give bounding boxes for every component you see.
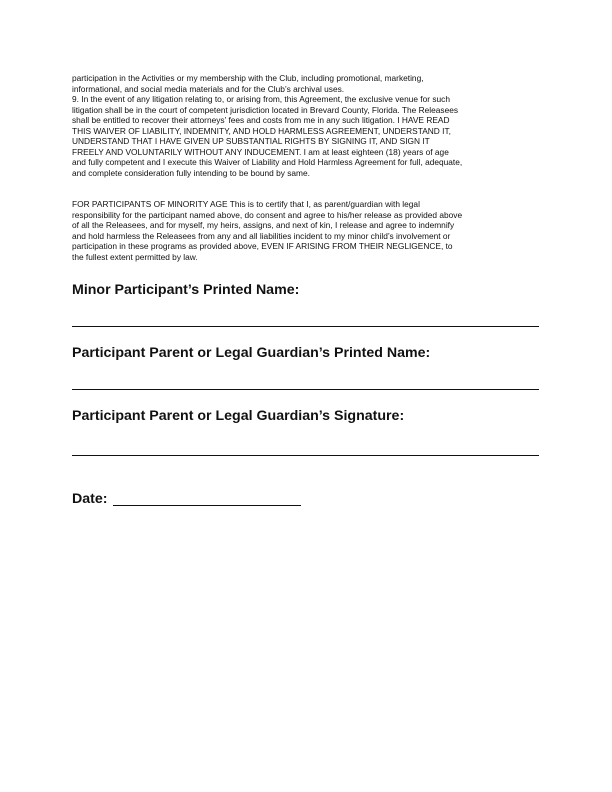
guardian-name-label: Participant Parent or Legal Guardian’s Printed Name: (72, 345, 431, 361)
guardian-name-line[interactable] (72, 389, 539, 390)
waiver-paragraph-intro: participation in the Activities or my membership with the Club, including promotional, marketing, informational, and social media materials and for the Club’s archival uses. 9. In the event of any litigation relating to, or arising from, this Agreement, the exclusive venue for such litigation shall be in the court of competent jurisdiction located in Brevard County, Florida. The Releasees shall be entitled to recover their attorneys’ fees and costs from me in any such litigation. I HAVE READ THIS WAIVER OF LIABILITY, INDEMNITY, AND HOLD HARMLESS AGREEMENT, UNDERSTAND IT, UNDERSTAND THAT I HAVE GIVEN UP SUBSTANTIAL RIGHTS BY SIGNING IT, AND SIGN IT FREELY AND VOLUNTARILY WITHOUT ANY INDUCEMENT. I am at least eighteen (18) years of age and fully competent and I execute this Waiver of Liability and Hold Harmless Agreement for full, adequate, and complete consideration fully intending to be bound by same. (72, 73, 463, 178)
date-row (72, 489, 301, 507)
guardian-signature-line[interactable] (72, 455, 539, 456)
guardian-signature-label: Participant Parent or Legal Guardian’s Signature: (72, 408, 405, 424)
date-label: Date: (72, 491, 108, 507)
date-line[interactable] (113, 505, 301, 506)
minor-name-line[interactable] (72, 326, 539, 327)
minor-name-label: Minor Participant’s Printed Name: (72, 282, 300, 298)
minority-age-paragraph: FOR PARTICIPANTS OF MINORITY AGE This is to certify that I, as parent/guardian with legal responsibility for the participant named above, do consent and agree to his/her release as provided above of all the Releasees, and for myself, my heirs, assigns, and next of kin, I release and agree to indemnify and hold harmless the Releasees from any and all liabilities incident to my minor child’s involvement or participation in these programs as provided above, EVEN IF ARISING FROM THEIR NEGLIGENCE, to the fullest extent permitted by law. (72, 199, 463, 262)
